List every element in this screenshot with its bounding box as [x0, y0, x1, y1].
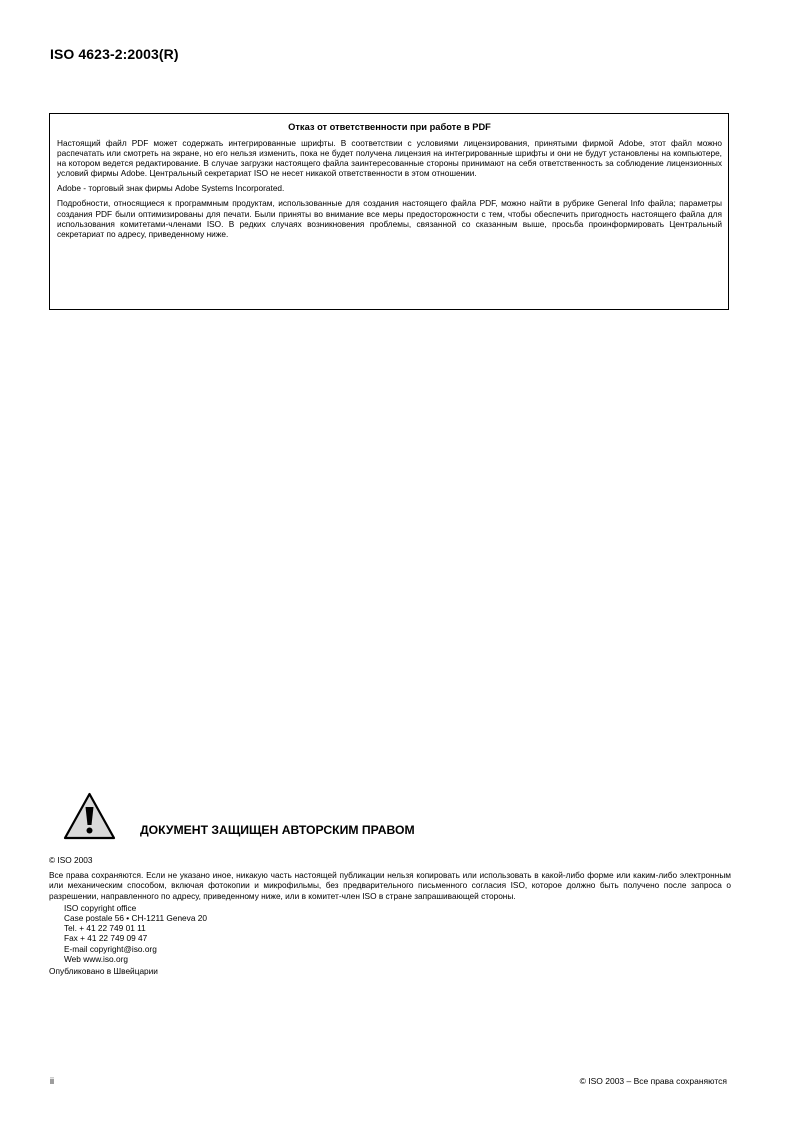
- rights-reserved-text: Все права сохраняются. Если не указано иное, никакую часть настоящей публикации нельзя копировать или использовать в какой-либо форме или каким-либо электронным или механическим способом, включая фотокопии и микрофильмы, без предварительного письменного согласия ISO, которое должно быть получено после запроса о разрешении, направленного по адресу, приведенному ниже, или в комитет-член ISO в стране запрашивающей стороны.: [49, 870, 731, 901]
- pdf-disclaimer-box: [49, 113, 729, 310]
- footer-copyright: © ISO 2003 – Все права сохраняются: [579, 1076, 727, 1086]
- page-number: ii: [50, 1076, 54, 1086]
- copyright-notice: [49, 855, 731, 976]
- address-line: ISO copyright office: [64, 902, 137, 913]
- disclaimer-title: Отказ от ответственности при работе в PDF: [288, 122, 491, 132]
- address-line: E-mail copyright@iso.org: [64, 943, 157, 954]
- address-line: Fax + 41 22 749 09 47: [64, 933, 148, 944]
- copyright-year: © ISO 2003: [49, 855, 93, 865]
- address-line: Tel. + 41 22 749 01 11: [64, 923, 146, 934]
- document-id: ISO 4623-2:2003(R): [50, 46, 179, 62]
- disclaimer-paragraph-fonts: Настоящий файл PDF может содержать интегрированные шрифты. В соответствии с условиями лицензирования, принятыми фирмой Adobe, этот файл можно распечатать или смотреть на экране, но его нельзя изменить, пока не будет получена лицензия на интегрированные шрифты и они не будут установлены на компьютере, на котором ведется редактирование. В случае загрузки настоящего файла заинтересованные стороны принимают на себя ответственность за соблюдение лицензионных условий фирмы Adobe. Центральный секретариат ISO не несет никакой ответственности в этом отношении.: [57, 138, 722, 179]
- address-line: Case postale 56 • CH-1211 Geneva 20: [64, 913, 207, 924]
- disclaimer-paragraph-details: Подробности, относящиеся к программным продуктам, использованные для создания настоящего файла PDF, можно найти в рубрике General Info файла; параметры создания PDF были оптимизированы для печати. Были приняты во внимание все меры предосторожности с тем, чтобы обеспечить пригодность настоящего файла для использования комитетами-членами ISO. В редких случаях возникновения проблемы, связанной со сказанным выше, просьба проинформировать Центральный секретариат по адресу, приведенному ниже.: [57, 198, 722, 239]
- published-in: Опубликовано в Швейцарии: [49, 966, 158, 977]
- disclaimer-paragraph-trademark: Adobe - торговый знак фирмы Adobe Systems Incorporated.: [57, 183, 285, 194]
- address-line: Web www.iso.org: [64, 953, 128, 964]
- warning-triangle-icon: [63, 792, 116, 840]
- iso-address: [49, 903, 731, 964]
- copyright-heading: ДОКУМЕНТ ЗАЩИЩЕН АВТОРСКИМ ПРАВОМ: [140, 823, 415, 837]
